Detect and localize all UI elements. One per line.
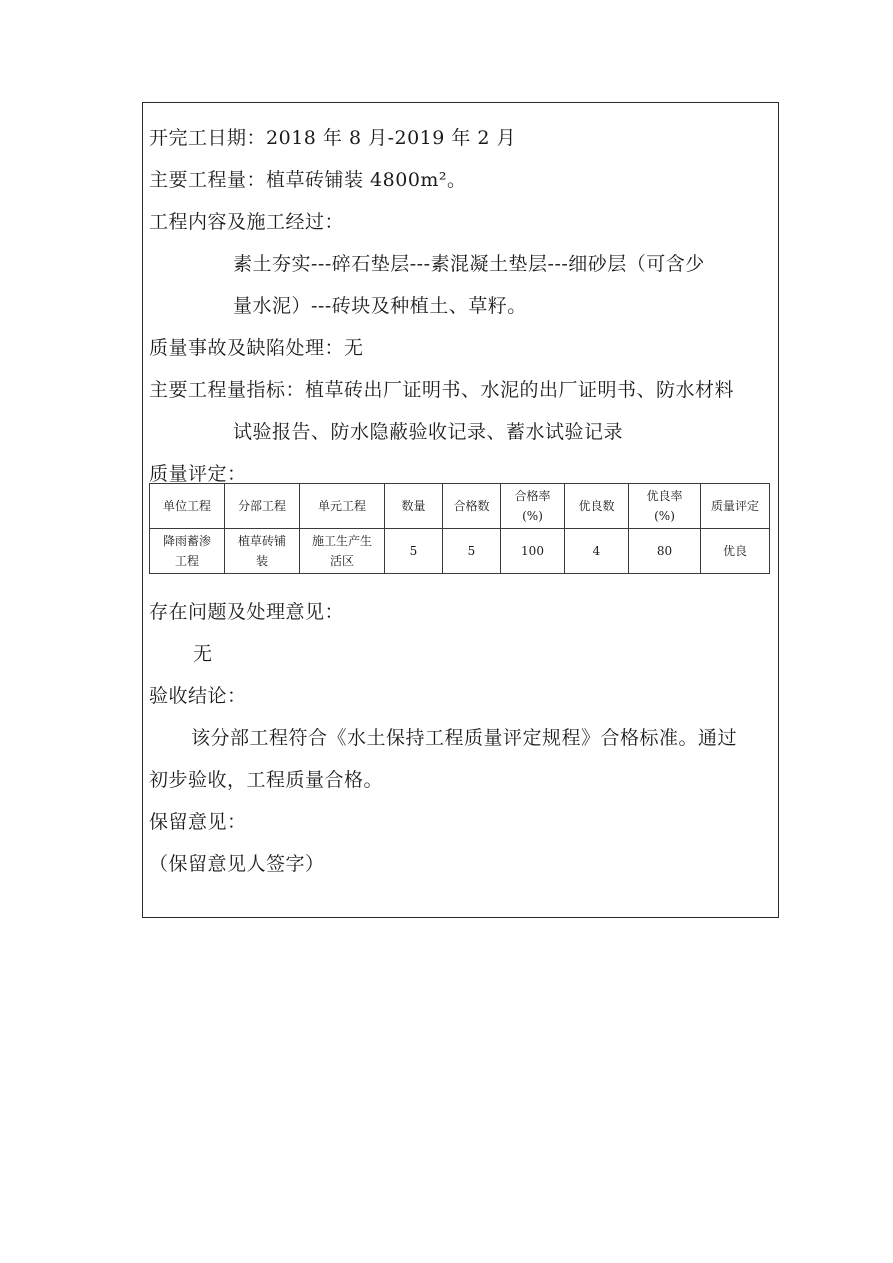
dates-label: 开完工日期： (149, 127, 267, 149)
header-text: 优良率 (646, 489, 683, 503)
evaluation-label: 质量评定： (149, 463, 247, 485)
table-cell (150, 529, 225, 574)
conclusion-line-2: 初步验收，工程质量合格。 (149, 769, 384, 791)
cell-text: 工程 (174, 554, 199, 568)
defects-value: 无 (344, 337, 364, 359)
reservation-label: 保留意见： (149, 811, 247, 833)
workload-label: 主要工程量： (149, 169, 267, 191)
content-label: 工程内容及施工经过： (149, 211, 345, 233)
defects-row (149, 333, 364, 360)
indicators-label: 主要工程量指标： (149, 379, 306, 401)
cell-text: 降雨蓄渗 (162, 534, 211, 548)
indicators-line-1: 植草砖出厂证明书、水泥的出厂证明书、防水材料 (305, 379, 735, 401)
reservation-signature-note: （保留意见人签字） (149, 853, 325, 875)
indicators-row (149, 375, 734, 402)
quality-table (149, 483, 770, 574)
header-cell: 质量评定 (701, 484, 770, 529)
table-row (150, 529, 770, 574)
table-cell: 80 (629, 529, 701, 574)
header-cell (629, 484, 701, 529)
cell-text: 植草砖铺 (237, 534, 286, 548)
content-line-2: 量水泥）---砖块及种植土、草籽。 (233, 295, 527, 317)
table-cell: 100 (501, 529, 565, 574)
header-unit: (%) (522, 509, 543, 523)
workload-row (149, 165, 467, 192)
table-cell: 4 (565, 529, 629, 574)
table-cell (300, 529, 385, 574)
header-unit: (%) (654, 509, 675, 523)
conclusion-label: 验收结论： (149, 685, 247, 707)
table-cell: 优良 (701, 529, 770, 574)
table-cell (225, 529, 300, 574)
table-cell: 5 (443, 529, 501, 574)
header-cell: 数量 (385, 484, 443, 529)
cell-text: 活区 (329, 554, 354, 568)
dates-row (149, 123, 516, 150)
conclusion-line-1: 该分部工程符合《水土保持工程质量评定规程》合格标准。通过 (191, 727, 738, 749)
header-cell: 单位工程 (150, 484, 225, 529)
indicators-line-2: 试验报告、防水隐蔽验收记录、蓄水试验记录 (233, 421, 624, 443)
cell-text: 装 (255, 554, 268, 568)
header-cell (501, 484, 565, 529)
defects-label: 质量事故及缺陷处理： (149, 337, 345, 359)
issues-value: 无 (193, 643, 213, 665)
header-cell: 分部工程 (225, 484, 300, 529)
header-cell: 单元工程 (300, 484, 385, 529)
acceptance-form (142, 102, 779, 918)
cell-text: 施工生产生 (311, 534, 372, 548)
table-cell: 5 (385, 529, 443, 574)
header-text: 合格率 (514, 489, 551, 503)
header-cell: 优良数 (565, 484, 629, 529)
table-header-row (150, 484, 770, 529)
content-line-1: 素土夯实---碎石垫层---素混凝土垫层---细砂层（可含少 (233, 253, 705, 275)
header-cell: 合格数 (443, 484, 501, 529)
dates-value: 2018 年 8 月-2019 年 2 月 (266, 127, 517, 149)
workload-value: 植草砖铺装 4800m²。 (266, 169, 467, 191)
issues-label: 存在问题及处理意见： (149, 601, 345, 623)
